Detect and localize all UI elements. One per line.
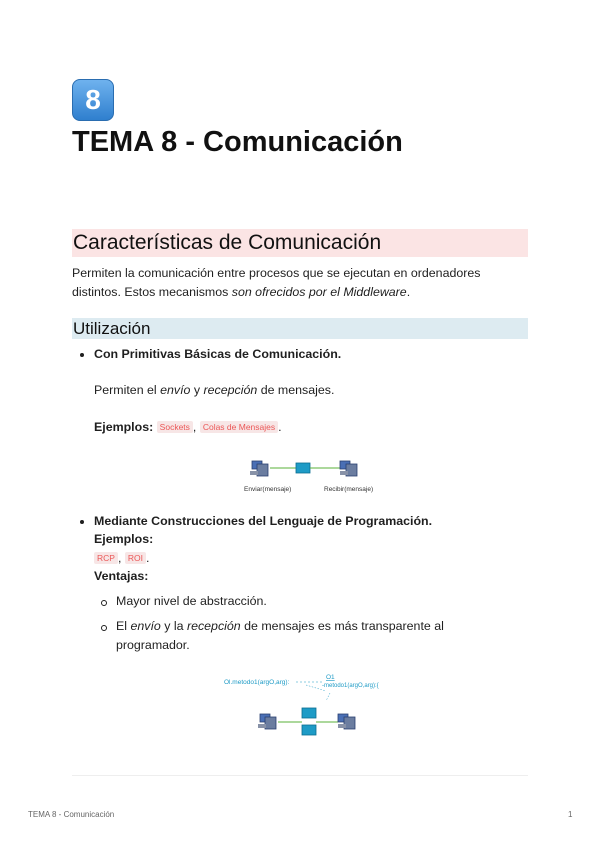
sep: ,	[192, 420, 197, 434]
end: .	[145, 551, 150, 565]
desc-e: de mensajes.	[257, 383, 335, 397]
item2-advantages-label: Ventajas:	[94, 569, 149, 583]
computer-icon-left-2	[258, 714, 276, 729]
para-end: .	[406, 285, 411, 299]
code-rcp: RCP	[94, 552, 118, 564]
desc-recepcion: recepción	[203, 383, 258, 397]
adv2-e: de mensajes es más transparente al	[240, 619, 444, 633]
footer-divider	[72, 775, 528, 776]
computer-icon-right-2	[338, 714, 355, 729]
para-line1: Permiten la comunicación entre procesos que se ejecutan en ordenadores	[72, 266, 481, 280]
advantage-1: Mayor nivel de abstracción.	[116, 594, 267, 608]
computer-icon-left	[250, 461, 268, 476]
code-colas: Colas de Mensajes	[200, 421, 278, 433]
item1-description	[94, 381, 334, 400]
section-heading-caracteristicas: Características de Comunicación	[72, 229, 528, 257]
desc-a: Permiten el	[94, 383, 161, 397]
bullet-item2	[80, 520, 84, 524]
desc-envio: envío	[160, 383, 191, 397]
diagram2-left-label: Ol.metodo1(argO,arg):	[224, 679, 290, 686]
item1-title: Con Primitivas Básicas de Comunicación.	[94, 347, 342, 361]
para-italic: son ofrecidos por el Middleware	[231, 285, 407, 299]
item2-examples	[94, 549, 149, 568]
adv2-a: El	[116, 619, 131, 633]
diagram2-method: -metodo1(argO,arg):{	[322, 683, 379, 689]
adv2-envio: envío	[130, 619, 161, 633]
page-title: TEMA 8 - Comunicación	[72, 126, 403, 158]
adv2-c: y la	[160, 619, 187, 633]
packet-icon-bottom	[302, 725, 316, 735]
end: .	[278, 420, 282, 434]
para-line2: distintos. Estos mecanismos	[72, 285, 232, 299]
sub-bullet-2	[101, 625, 107, 631]
item2-examples-label: Ejemplos:	[94, 532, 154, 546]
item2-title: Mediante Construcciones del Lenguaje de Programación.	[94, 514, 433, 528]
message-packet-icon	[296, 463, 310, 473]
diagram-left-label: Enviar(mensaje)	[244, 486, 292, 493]
item1-examples	[94, 418, 282, 437]
page-emoji-icon: 8	[72, 79, 114, 121]
footer-page-number: 1	[568, 810, 573, 819]
diagram-language-constructs	[222, 671, 400, 737]
computer-icon-right	[340, 461, 357, 476]
sep: ,	[117, 551, 122, 565]
section-heading-utilizacion: Utilización	[72, 318, 528, 339]
footer-title: TEMA 8 - Comunicación	[28, 810, 115, 819]
examples-label: Ejemplos:	[94, 420, 154, 434]
code-sockets: Sockets	[157, 421, 193, 433]
bullet-item1	[80, 353, 84, 357]
advantage-2-line2: programador.	[116, 638, 190, 652]
packet-icon-top	[302, 708, 316, 718]
adv2-recepcion: recepción	[186, 619, 241, 633]
diagram-primitives	[240, 455, 390, 497]
diagram-right-label: Recibir(mensaje)	[324, 486, 374, 493]
sub-bullet-1	[101, 600, 107, 606]
section-paragraph	[72, 264, 528, 302]
diagram2-object-name: O1	[326, 674, 335, 681]
advantage-2-line1	[116, 617, 444, 636]
code-roi: ROI	[125, 552, 146, 564]
desc-c: y	[190, 383, 204, 397]
